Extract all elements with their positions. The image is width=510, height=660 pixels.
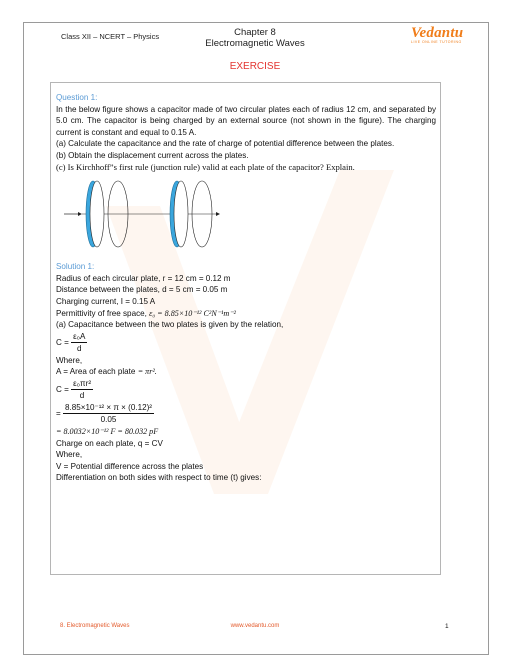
question-heading: Question 1: bbox=[56, 93, 98, 102]
logo-tagline: LIVE ONLINE TUTORING bbox=[411, 40, 462, 44]
capacitor-figure bbox=[56, 173, 436, 255]
question-part-b: (b) Obtain the displacement current across the plates. bbox=[56, 150, 249, 160]
capacitor-diagram bbox=[56, 173, 436, 255]
question-body: In the below figure shows a capacitor made of two circular plates each of radius 12 cm, and separated by 5.0 cm. The capacitor is being charged by an external source (not shown in the figure). The charging current is constant and equal to 0.15 A. bbox=[56, 104, 436, 137]
exercise-heading: EXERCISE bbox=[229, 61, 281, 72]
where-label-2: Where, bbox=[56, 450, 83, 460]
voltage-definition: V = Potential difference across the plates bbox=[56, 461, 204, 471]
solution-line-distance: Distance between the plates, d = 5 cm = 0.05 m bbox=[56, 285, 228, 295]
solution-line-permittivity: Permittivity of free space, ε₀ = 8.85×10⁻¹² C²N⁻¹m⁻² bbox=[56, 308, 236, 318]
page-number: 1 bbox=[445, 623, 449, 630]
capacitance-result: = 8.0032×10⁻¹² F = 80.032 pF bbox=[56, 426, 159, 436]
header-class-label: Class XII – NCERT – Physics bbox=[61, 32, 160, 41]
capacitance-substitution: = $\frac{\text{8.85×10⁻¹² × π × (0.12)²}}{0.05}$ bbox=[56, 402, 153, 425]
footer-chapter: 8. Electromagnetic Waves bbox=[60, 623, 130, 629]
capacitance-formula-2: C = $\frac{\text{ε₀πr²}}{d}$ bbox=[56, 378, 92, 401]
footer-website-link[interactable]: www.vedantu.com bbox=[230, 623, 280, 629]
area-definition: A = Area of each plate = πr². bbox=[56, 367, 157, 377]
capacitance-formula: C = $\frac{\text{ε₀A}}{d}$ bbox=[56, 331, 86, 354]
charge-line: Charge on each plate, q = CV bbox=[56, 438, 163, 448]
chapter-title: Electromagnetic Waves bbox=[205, 38, 305, 49]
content bbox=[56, 92, 436, 484]
solution-line-radius: Radius of each circular plate, r = 12 cm = 0.12 m bbox=[56, 273, 231, 283]
solution-line-current: Charging current, I = 0.15 A bbox=[56, 296, 156, 306]
logo-text: Vedantu bbox=[411, 25, 464, 41]
chapter-number: Chapter 8 bbox=[234, 27, 276, 38]
where-label-1: Where, bbox=[56, 355, 83, 365]
solution-part-a: (a) Capacitance between the two plates is given by the relation, bbox=[56, 320, 284, 330]
solution-heading: Solution 1: bbox=[56, 262, 95, 272]
vedantu-logo bbox=[411, 25, 463, 45]
question-part-c: (c) Is Kirchhoff”s first rule (junction rule) valid at each plate of the capacitor? Explain. bbox=[56, 161, 355, 172]
differentiation-line: Differentiation on both sides with respect to time (t) gives: bbox=[56, 473, 262, 483]
question-part-a: (a) Calculate the capacitance and the rate of charge of potential difference between the plates. bbox=[56, 139, 395, 149]
permittivity-equation: ε₀ = 8.85×10⁻¹² C²N⁻¹m⁻² bbox=[149, 308, 236, 318]
